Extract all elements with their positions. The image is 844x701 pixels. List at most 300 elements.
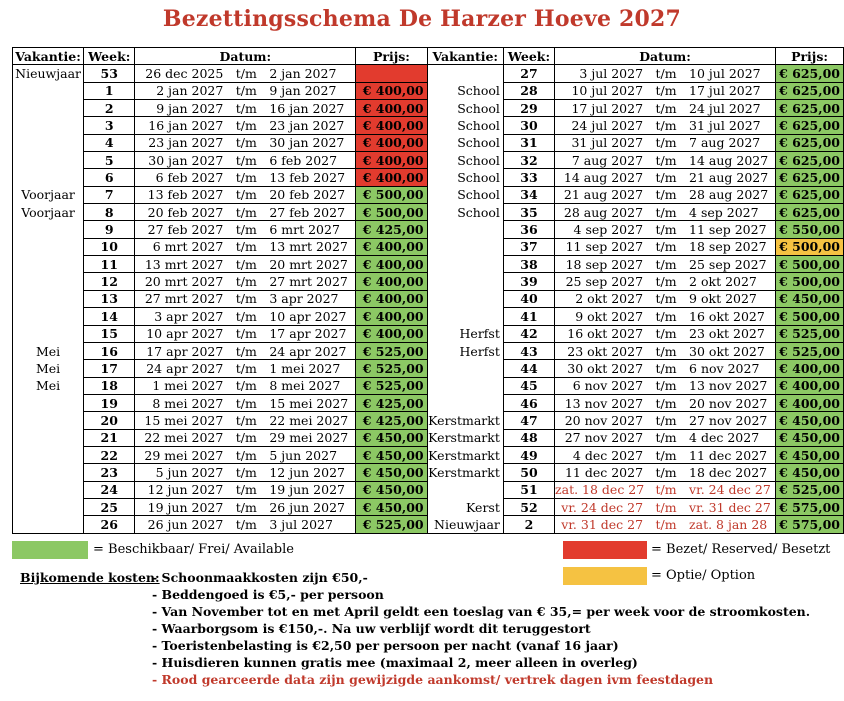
date-to: 10 apr 2027 — [269, 308, 347, 324]
date-tm: t/m — [655, 308, 677, 324]
page-title: Bezettingsschema De Harzer Hoeve 2027 — [162, 6, 682, 32]
legend-available-swatch — [12, 541, 88, 559]
date-tm: t/m — [235, 464, 257, 480]
header-vakantie: Vakantie: — [13, 48, 84, 65]
date-cell — [135, 256, 356, 273]
week-cell: 31 — [503, 134, 554, 151]
price-cell: € 425,00 — [356, 221, 427, 238]
date-from: 17 apr 2027 — [146, 343, 224, 359]
date-to: 3 jul 2027 — [269, 516, 333, 532]
table-row — [13, 516, 844, 533]
week-cell: 17 — [84, 360, 135, 377]
vakantie-cell — [427, 238, 503, 255]
vakantie-cell — [427, 273, 503, 290]
price-cell: € 500,00 — [356, 204, 427, 221]
vakantie-cell — [427, 394, 503, 411]
date-from: 27 mrt 2027 — [144, 291, 224, 307]
date-from: 12 jun 2027 — [147, 482, 224, 498]
date-cell — [555, 117, 776, 134]
date-tm: t/m — [655, 291, 677, 307]
price-cell: € 525,00 — [356, 516, 427, 533]
date-cell — [135, 117, 356, 134]
date-cell — [135, 325, 356, 342]
date-cell — [555, 204, 776, 221]
date-from: 1 mei 2027 — [152, 378, 224, 394]
week-cell: 32 — [503, 152, 554, 169]
date-to: 22 mei 2027 — [269, 412, 349, 428]
date-cell — [135, 221, 356, 238]
vakantie-cell — [13, 290, 84, 307]
date-from: 16 jan 2027 — [148, 118, 224, 134]
vakantie-cell: School — [427, 152, 503, 169]
date-cell — [555, 498, 776, 515]
week-cell: 43 — [503, 342, 554, 359]
table-row — [13, 134, 844, 151]
vakantie-cell — [13, 134, 84, 151]
week-cell: 20 — [84, 412, 135, 429]
date-cell — [555, 221, 776, 238]
vakantie-cell — [13, 82, 84, 99]
price-cell: € 625,00 — [776, 204, 844, 221]
week-cell: 4 — [84, 134, 135, 151]
vakantie-cell: Kerstmarkt — [427, 412, 503, 429]
date-cell — [135, 429, 356, 446]
date-to: 2 jan 2027 — [269, 66, 337, 82]
date-tm: t/m — [655, 204, 677, 220]
date-tm: t/m — [655, 326, 677, 342]
vakantie-cell: School — [427, 134, 503, 151]
date-tm: t/m — [655, 135, 677, 151]
date-tm: t/m — [655, 118, 677, 134]
cost-line: - Toeristenbelasting is €2,50 per persoon per nacht (vanaf 16 jaar) — [152, 638, 619, 653]
date-from: 27 nov 2027 — [564, 430, 644, 446]
week-cell: 44 — [503, 360, 554, 377]
date-cell — [555, 169, 776, 186]
table-row — [13, 394, 844, 411]
vakantie-cell — [427, 481, 503, 498]
vakantie-cell — [13, 273, 84, 290]
date-from: 30 jan 2027 — [148, 152, 224, 168]
week-cell: 3 — [84, 117, 135, 134]
date-from: 20 feb 2027 — [147, 204, 224, 220]
date-tm: t/m — [655, 395, 677, 411]
week-cell: 38 — [503, 256, 554, 273]
date-from: 17 jul 2027 — [571, 100, 644, 116]
date-from: 24 jul 2027 — [571, 118, 644, 134]
date-to: 6 nov 2027 — [689, 360, 760, 376]
week-cell: 53 — [84, 65, 135, 82]
table-row — [13, 100, 844, 117]
date-from: 16 okt 2027 — [567, 326, 644, 342]
date-tm: t/m — [235, 516, 257, 532]
price-cell: € 525,00 — [776, 481, 844, 498]
date-from: 23 jan 2027 — [148, 135, 224, 151]
table-row — [13, 290, 844, 307]
date-cell — [555, 429, 776, 446]
week-cell: 21 — [84, 429, 135, 446]
table-row — [13, 117, 844, 134]
date-cell — [555, 290, 776, 307]
vakantie-cell — [13, 169, 84, 186]
cost-line: - Beddengoed is €5,- per persoon — [152, 587, 384, 602]
vakantie-cell: Mei — [13, 360, 84, 377]
date-to: 27 mrt 2027 — [269, 274, 348, 290]
week-cell: 14 — [84, 308, 135, 325]
table-row — [13, 342, 844, 359]
date-to: 13 nov 2027 — [689, 378, 768, 394]
vakantie-cell: Voorjaar — [13, 204, 84, 221]
vakantie-cell — [13, 446, 84, 463]
table-row — [13, 377, 844, 394]
price-cell: € 400,00 — [356, 325, 427, 342]
date-to: 9 okt 2027 — [689, 291, 757, 307]
header-prijs: Prijs: — [356, 48, 427, 65]
date-tm: t/m — [655, 170, 677, 186]
week-cell: 8 — [84, 204, 135, 221]
date-tm: t/m — [235, 447, 257, 463]
date-cell — [555, 516, 776, 533]
date-to: 1 mei 2027 — [269, 360, 341, 376]
week-cell: 41 — [503, 308, 554, 325]
week-cell: 23 — [84, 464, 135, 481]
week-cell: 2 — [503, 516, 554, 533]
date-to: 24 jul 2027 — [689, 100, 761, 116]
header-datum: Datum: — [555, 48, 776, 65]
date-to: 20 nov 2027 — [689, 395, 768, 411]
week-cell: 45 — [503, 377, 554, 394]
price-cell: € 425,00 — [356, 394, 427, 411]
vakantie-cell: Kerstmarkt — [427, 446, 503, 463]
vakantie-cell — [427, 360, 503, 377]
date-cell — [555, 412, 776, 429]
date-to: 4 dec 2027 — [689, 430, 760, 446]
price-cell: € 400,00 — [776, 377, 844, 394]
date-tm: t/m — [235, 412, 257, 428]
cost-line: - Huisdieren kunnen gratis mee (maximaal 2, meer alleen in overleg) — [152, 655, 638, 670]
week-cell: 50 — [503, 464, 554, 481]
date-cell — [555, 481, 776, 498]
week-cell: 30 — [503, 117, 554, 134]
date-tm: t/m — [655, 378, 677, 394]
vakantie-cell — [13, 221, 84, 238]
table-row — [13, 256, 844, 273]
date-to: 20 mrt 2027 — [269, 256, 348, 272]
date-to: 10 jul 2027 — [689, 66, 761, 82]
date-from: 6 nov 2027 — [572, 378, 644, 394]
date-to: 7 aug 2027 — [689, 135, 761, 151]
week-cell: 18 — [84, 377, 135, 394]
vakantie-cell: Nieuwjaar — [13, 65, 84, 82]
vakantie-cell: School — [427, 169, 503, 186]
date-from: 14 aug 2027 — [563, 170, 644, 186]
vakantie-cell — [13, 464, 84, 481]
vakantie-cell: School — [427, 117, 503, 134]
vakantie-cell — [427, 377, 503, 394]
date-to: 25 sep 2027 — [689, 256, 767, 272]
week-cell: 9 — [84, 221, 135, 238]
week-cell: 35 — [503, 204, 554, 221]
date-tm: t/m — [655, 187, 677, 203]
date-cell — [555, 446, 776, 463]
date-from: 10 apr 2027 — [146, 326, 224, 342]
table-row — [13, 82, 844, 99]
price-cell: € 625,00 — [776, 134, 844, 151]
date-tm: t/m — [655, 222, 677, 238]
price-cell: € 500,00 — [776, 308, 844, 325]
date-to: 16 okt 2027 — [689, 308, 765, 324]
price-cell: € 450,00 — [776, 412, 844, 429]
table-row — [13, 65, 844, 82]
date-tm: t/m — [655, 83, 677, 99]
price-cell: € 450,00 — [356, 429, 427, 446]
price-cell: € 525,00 — [776, 325, 844, 342]
week-cell: 37 — [503, 238, 554, 255]
vakantie-cell — [13, 117, 84, 134]
cost-line: - Schoonmaakkosten zijn €50,- — [152, 570, 368, 585]
date-from: 3 apr 2027 — [154, 308, 224, 324]
date-tm: t/m — [235, 100, 257, 116]
date-to: 30 jan 2027 — [269, 135, 345, 151]
vakantie-cell: Voorjaar — [13, 186, 84, 203]
date-to: 2 okt 2027 — [689, 274, 757, 290]
date-tm: t/m — [655, 412, 677, 428]
date-to: 24 apr 2027 — [269, 343, 347, 359]
week-cell: 2 — [84, 100, 135, 117]
table-row — [13, 221, 844, 238]
header-datum: Datum: — [135, 48, 356, 65]
table-row — [13, 273, 844, 290]
week-cell: 27 — [503, 65, 554, 82]
date-tm: t/m — [235, 222, 257, 238]
date-tm: t/m — [235, 430, 257, 446]
date-cell — [135, 169, 356, 186]
table-row — [13, 464, 844, 481]
cost-line: - Waarborgsom is €150,-. Na uw verblijf wordt dit teruggestort — [152, 621, 591, 636]
table-row — [13, 325, 844, 342]
week-cell: 24 — [84, 481, 135, 498]
legend-available-label: = Beschikbaar/ Frei/ Available — [93, 542, 294, 557]
vakantie-cell — [13, 256, 84, 273]
price-cell: € 625,00 — [776, 186, 844, 203]
legend-reserved-swatch — [563, 541, 647, 559]
price-cell: € 625,00 — [776, 100, 844, 117]
price-cell: € 450,00 — [776, 290, 844, 307]
vakantie-cell: Kerst — [427, 498, 503, 515]
date-from: 26 dec 2025 — [145, 66, 224, 82]
schedule-table — [12, 47, 844, 534]
date-cell — [555, 65, 776, 82]
date-tm: t/m — [235, 395, 257, 411]
date-from: 26 jun 2027 — [147, 516, 224, 532]
date-cell — [135, 100, 356, 117]
date-from: 3 jul 2027 — [579, 66, 644, 82]
date-cell — [555, 134, 776, 151]
vakantie-cell: Kerstmarkt — [427, 429, 503, 446]
date-to: 4 sep 2027 — [689, 204, 759, 220]
date-cell — [135, 498, 356, 515]
week-cell: 48 — [503, 429, 554, 446]
date-tm: t/m — [655, 343, 677, 359]
date-to: 23 okt 2027 — [689, 326, 765, 342]
week-cell: 25 — [84, 498, 135, 515]
costs-heading: Bijkomende kosten: — [20, 570, 160, 585]
date-to: 21 aug 2027 — [689, 170, 769, 186]
date-to: 18 dec 2027 — [689, 464, 768, 480]
date-cell — [135, 152, 356, 169]
date-to: 3 apr 2027 — [269, 291, 339, 307]
date-tm: t/m — [235, 187, 257, 203]
date-from: 7 aug 2027 — [571, 152, 644, 168]
table-row — [13, 429, 844, 446]
date-from: 2 jan 2027 — [156, 83, 224, 99]
date-tm: t/m — [235, 83, 257, 99]
date-to: 23 jan 2027 — [269, 118, 345, 134]
date-cell — [555, 186, 776, 203]
legend-option-swatch — [563, 567, 647, 585]
date-cell — [555, 342, 776, 359]
date-cell — [135, 412, 356, 429]
vakantie-cell — [13, 429, 84, 446]
date-from: 11 sep 2027 — [565, 239, 644, 255]
date-from: 22 mei 2027 — [144, 430, 224, 446]
date-cell — [135, 204, 356, 221]
date-from: 24 apr 2027 — [146, 360, 224, 376]
price-cell: € 400,00 — [356, 152, 427, 169]
date-from: 6 mrt 2027 — [152, 239, 224, 255]
price-cell — [356, 65, 427, 82]
date-cell — [555, 325, 776, 342]
date-tm: t/m — [235, 256, 257, 272]
header-week: Week: — [503, 48, 554, 65]
date-from: 18 sep 2027 — [565, 256, 644, 272]
vakantie-cell: Mei — [13, 342, 84, 359]
date-cell — [135, 238, 356, 255]
price-cell: € 425,00 — [356, 412, 427, 429]
price-cell: € 400,00 — [356, 169, 427, 186]
week-cell: 36 — [503, 221, 554, 238]
cost-line: - Van November tot en met April geldt een toeslag van € 35,= per week voor de stroomkosten. — [152, 604, 811, 619]
table-row — [13, 186, 844, 203]
date-tm: t/m — [235, 291, 257, 307]
date-from: 28 aug 2027 — [563, 204, 644, 220]
vakantie-cell — [13, 100, 84, 117]
week-cell: 6 — [84, 169, 135, 186]
vakantie-cell — [13, 308, 84, 325]
date-cell — [135, 394, 356, 411]
table-row — [13, 169, 844, 186]
price-cell: € 400,00 — [356, 256, 427, 273]
date-tm: t/m — [655, 66, 677, 82]
week-cell: 15 — [84, 325, 135, 342]
date-from: 30 okt 2027 — [567, 360, 644, 376]
date-from: 4 dec 2027 — [572, 447, 644, 463]
date-from: 13 nov 2027 — [564, 395, 644, 411]
date-cell — [555, 82, 776, 99]
vakantie-cell — [427, 65, 503, 82]
price-cell: € 450,00 — [356, 498, 427, 515]
date-cell — [135, 82, 356, 99]
table-row — [13, 204, 844, 221]
price-cell: € 625,00 — [776, 117, 844, 134]
date-to: 6 mrt 2027 — [269, 222, 340, 238]
table-row — [13, 308, 844, 325]
date-cell — [135, 377, 356, 394]
date-tm: t/m — [235, 360, 257, 376]
date-from: 23 okt 2027 — [567, 343, 644, 359]
date-to: 8 mei 2027 — [269, 378, 341, 394]
price-cell: € 450,00 — [356, 481, 427, 498]
price-cell: € 450,00 — [776, 429, 844, 446]
vakantie-cell — [13, 481, 84, 498]
date-from: 8 mei 2027 — [152, 395, 224, 411]
date-tm: t/m — [655, 239, 677, 255]
date-from: 20 mrt 2027 — [144, 274, 224, 290]
date-cell — [135, 464, 356, 481]
vakantie-cell — [13, 325, 84, 342]
price-cell: € 450,00 — [776, 464, 844, 481]
vakantie-cell — [13, 394, 84, 411]
vakantie-cell: Herfst — [427, 342, 503, 359]
date-tm: t/m — [655, 499, 677, 515]
week-cell: 28 — [503, 82, 554, 99]
date-tm: t/m — [235, 482, 257, 498]
date-from: 5 jun 2027 — [155, 464, 224, 480]
date-to: 14 aug 2027 — [689, 152, 769, 168]
price-cell: € 400,00 — [356, 273, 427, 290]
table-header-row — [13, 48, 844, 65]
table-row — [13, 360, 844, 377]
vakantie-cell — [427, 308, 503, 325]
price-cell: € 400,00 — [356, 134, 427, 151]
date-cell — [555, 377, 776, 394]
date-tm: t/m — [655, 152, 677, 168]
week-cell: 49 — [503, 446, 554, 463]
date-tm: t/m — [235, 170, 257, 186]
date-to: vr. 31 dec 27 — [689, 499, 771, 515]
date-to: 19 jun 2027 — [269, 482, 345, 498]
table-row — [13, 481, 844, 498]
vakantie-cell — [13, 238, 84, 255]
price-cell: € 575,00 — [776, 516, 844, 533]
date-tm: t/m — [235, 118, 257, 134]
week-cell: 42 — [503, 325, 554, 342]
legend-option-label: = Optie/ Option — [651, 568, 756, 583]
week-cell: 10 — [84, 238, 135, 255]
price-cell: € 500,00 — [356, 186, 427, 203]
date-cell — [555, 238, 776, 255]
date-to: 30 okt 2027 — [689, 343, 765, 359]
date-cell — [555, 464, 776, 481]
date-to: 6 feb 2027 — [269, 152, 338, 168]
date-tm: t/m — [235, 378, 257, 394]
date-from: 6 feb 2027 — [155, 170, 224, 186]
date-tm: t/m — [235, 343, 257, 359]
date-from: 19 jun 2027 — [147, 499, 224, 515]
date-to: 17 jul 2027 — [689, 83, 761, 99]
date-from: vr. 24 dec 27 — [561, 499, 644, 515]
price-cell: € 450,00 — [356, 446, 427, 463]
date-cell — [135, 273, 356, 290]
table-row — [13, 152, 844, 169]
week-cell: 26 — [84, 516, 135, 533]
week-cell: 33 — [503, 169, 554, 186]
date-from: 11 dec 2027 — [564, 464, 644, 480]
price-cell: € 400,00 — [776, 394, 844, 411]
date-from: 27 feb 2027 — [147, 222, 224, 238]
header-prijs: Prijs: — [776, 48, 844, 65]
date-tm: t/m — [655, 430, 677, 446]
week-cell: 46 — [503, 394, 554, 411]
